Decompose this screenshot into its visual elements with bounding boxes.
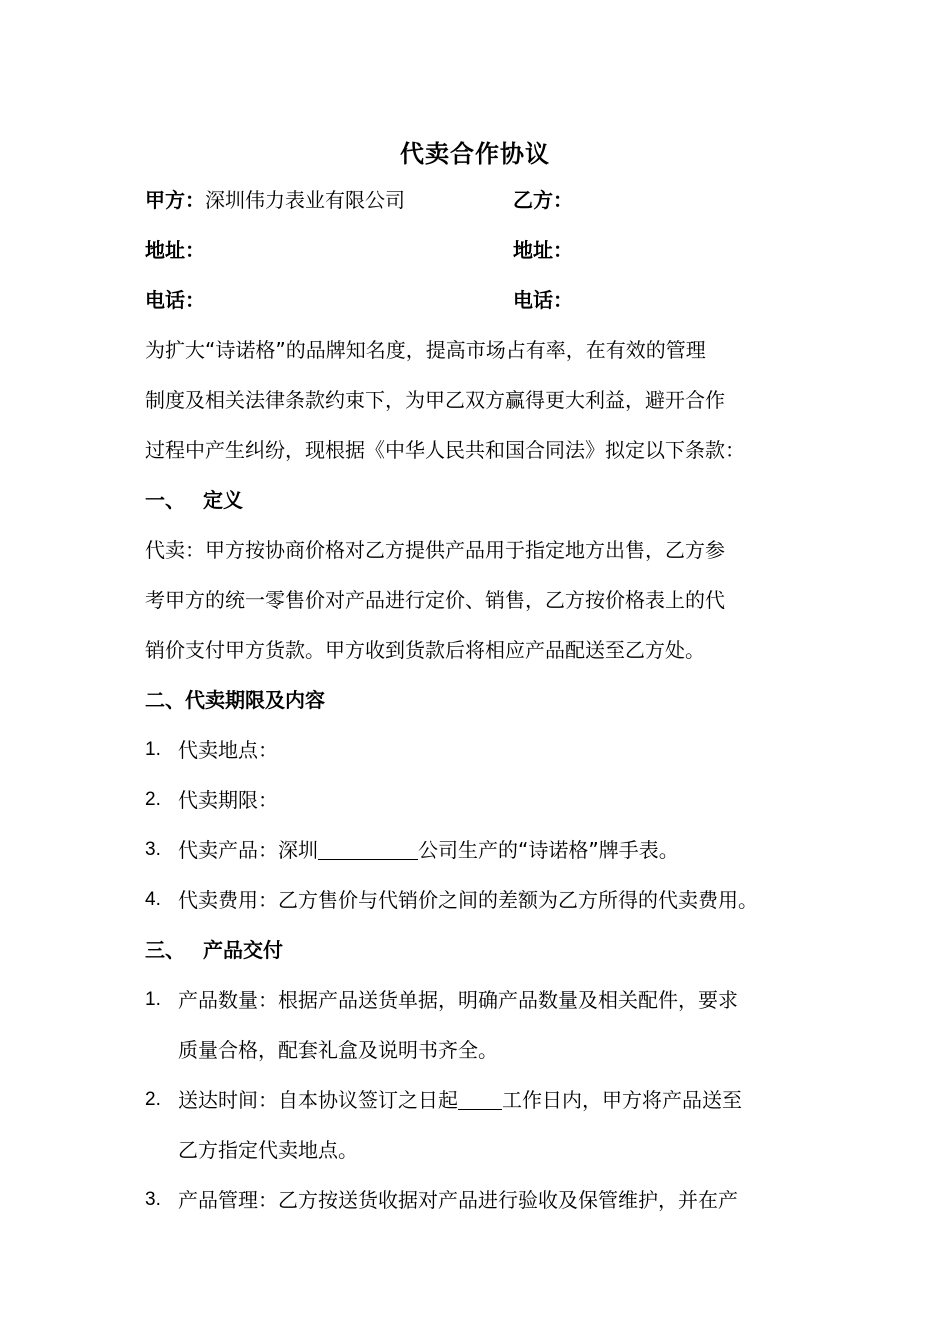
- colon: ：: [185, 288, 205, 312]
- list-number: 2.: [145, 1089, 161, 1110]
- section-number: 一、: [145, 488, 185, 512]
- list-number: 2.: [145, 789, 161, 810]
- section-heading: [145, 935, 283, 965]
- party-a-phone-row: [145, 285, 205, 315]
- list-item: [178, 835, 679, 865]
- party-b-address-row: [513, 235, 573, 265]
- party-b-row: [513, 185, 573, 215]
- list-item: [178, 1085, 742, 1115]
- item-text: 送达时间：自本协议签订之日起: [178, 1088, 458, 1112]
- list-item: 代卖期限：: [178, 788, 278, 812]
- list-item: 产品数量：根据产品送货单据，明确产品数量及相关配件，要求: [178, 988, 738, 1012]
- section-number: 三、: [145, 938, 185, 962]
- colon: ：: [553, 188, 573, 212]
- fill-blank: [458, 1087, 502, 1110]
- intro-line: 过程中产生纠纷，现根据《中华人民共和国合同法》拟定以下条款：: [145, 438, 745, 462]
- party-a-value: 深圳伟力表业有限公司: [205, 188, 405, 212]
- list-number: 1.: [145, 739, 161, 760]
- colon: ：: [185, 238, 205, 262]
- list-item: 产品管理：乙方按送货收据对产品进行验收及保管维护，并在产: [178, 1188, 738, 1212]
- party-a-row: [145, 185, 405, 215]
- intro-line: 制度及相关法律条款约束下，为甲乙双方赢得更大利益，避开合作: [145, 388, 725, 412]
- section-heading: [145, 485, 243, 515]
- list-number: 4.: [145, 889, 161, 910]
- item-text: 工作日内，甲方将产品送至: [502, 1088, 742, 1112]
- fill-blank: [318, 837, 418, 860]
- list-number: 1.: [145, 989, 161, 1010]
- party-a-address-row: [145, 235, 205, 265]
- paragraph-line: 销价支付甲方货款。甲方收到货款后将相应产品配送至乙方处。: [145, 638, 705, 662]
- list-item-continuation: 乙方指定代卖地点。: [178, 1138, 358, 1162]
- list-item: 代卖费用：乙方售价与代销价之间的差额为乙方所得的代卖费用。: [178, 888, 758, 912]
- list-number: 3.: [145, 839, 161, 860]
- list-number: 3.: [145, 1189, 161, 1210]
- section-title: 定义: [203, 488, 243, 512]
- intro-line: 为扩大“诗诺格”的品牌知名度，提高市场占有率，在有效的管理: [145, 338, 706, 362]
- party-a-label: 甲方: [145, 188, 185, 212]
- colon: ：: [553, 238, 573, 262]
- phone-label: 电话: [145, 288, 185, 312]
- item-text: 公司生产的“诗诺格”牌手表。: [418, 838, 679, 862]
- list-item: 代卖地点：: [178, 738, 278, 762]
- party-b-label: 乙方: [513, 188, 553, 212]
- colon: ：: [185, 188, 205, 212]
- party-b-phone-row: [513, 285, 573, 315]
- paragraph-line: 代卖：甲方按协商价格对乙方提供产品用于指定地方出售，乙方参: [145, 538, 725, 562]
- section-title: 产品交付: [203, 938, 283, 962]
- list-item-continuation: 质量合格，配套礼盒及说明书齐全。: [178, 1038, 498, 1062]
- address-label: 地址: [145, 238, 185, 262]
- phone-label: 电话: [513, 288, 553, 312]
- address-label: 地址: [513, 238, 553, 262]
- section-heading: 二、代卖期限及内容: [145, 688, 325, 712]
- colon: ：: [553, 288, 573, 312]
- paragraph-line: 考甲方的统一零售价对产品进行定价、销售，乙方按价格表上的代: [145, 588, 725, 612]
- document-title: 代卖合作协议: [400, 140, 550, 168]
- item-text: 代卖产品：深圳: [178, 838, 318, 862]
